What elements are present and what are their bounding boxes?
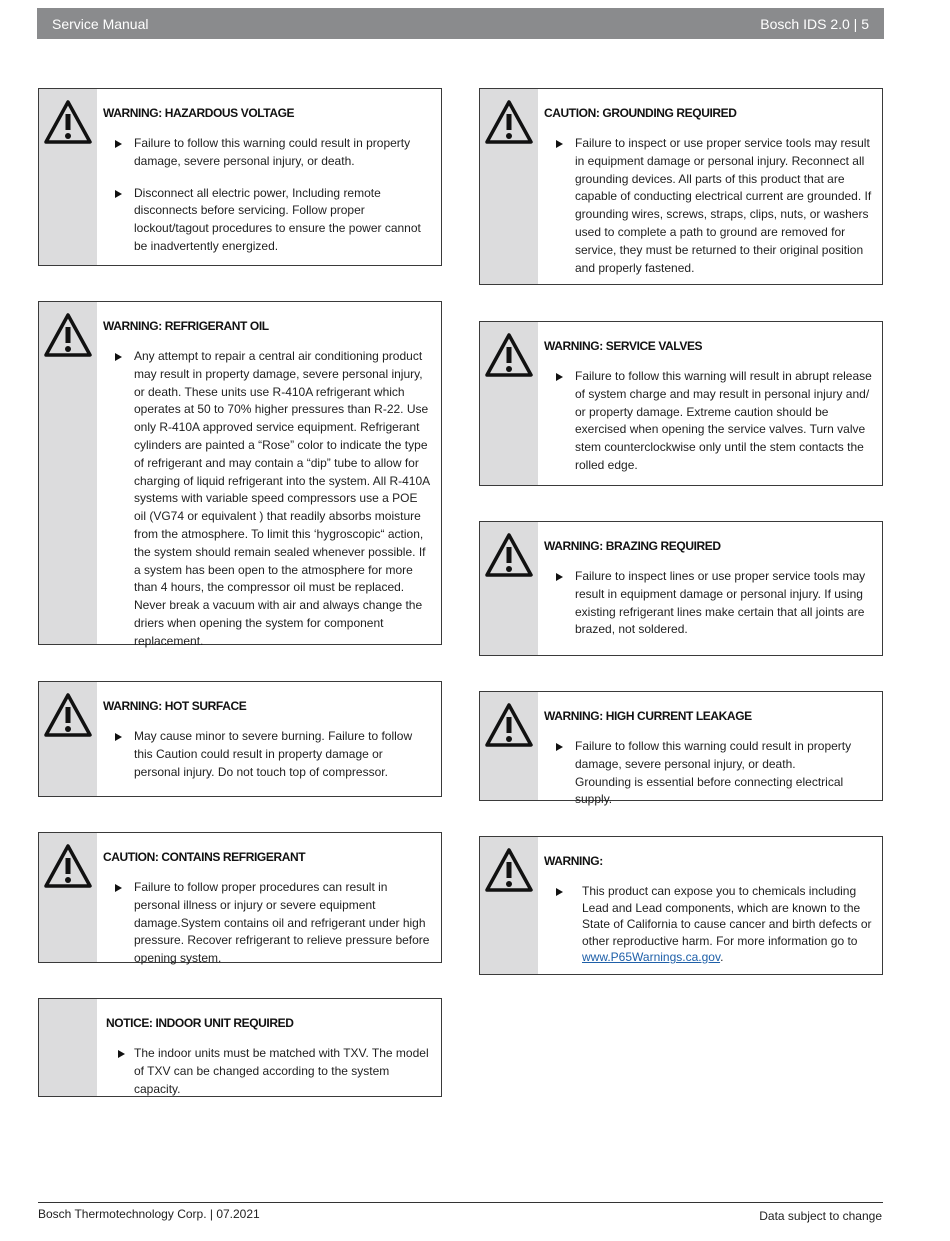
- box-title: NOTICE: INDOOR UNIT REQUIRED: [106, 1016, 294, 1030]
- footer-divider: [38, 1202, 883, 1203]
- warning-brazing-required: [479, 521, 883, 656]
- page-header: [37, 8, 884, 39]
- list-item: May cause minor to severe burning. Failure to follow this Caution could result in property damage or personal injury. Do not touch top of compressor.: [103, 728, 431, 781]
- warning-strip: [480, 89, 538, 284]
- list-item: Failure to follow this warning could result in property damage, severe personal injury, or death.: [103, 135, 431, 171]
- box-title: WARNING: HIGH CURRENT LEAKAGE: [544, 709, 752, 723]
- notice-strip: [39, 999, 97, 1096]
- warning-triangle-icon: [484, 532, 534, 578]
- warning-strip: [480, 692, 538, 800]
- warning-triangle-icon: [484, 332, 534, 378]
- warning-triangle-icon: [43, 843, 93, 889]
- prop65-text: This product can expose you to chemicals including Lead and Lead components, which are known to the State of California to cause cancer and birth defects or other reproductive harm. For more information go to: [582, 884, 872, 948]
- header-page-number: Bosch IDS 2.0 | 5: [760, 15, 869, 32]
- warning-triangle-icon: [43, 99, 93, 145]
- list-item-line: Grounding is essential before connecting electrical supply.: [575, 774, 844, 807]
- list-item-line: Failure to follow this warning could result in property damage, severe personal injury, or death.: [575, 739, 852, 771]
- warning-high-current-leakage: [479, 691, 883, 807]
- warning-hot-surface: [38, 681, 442, 797]
- footer-company: Bosch Thermotechnology Corp. | 07.2021: [38, 1207, 260, 1221]
- warning-triangle-icon: [43, 312, 93, 358]
- warning-triangle-icon: [484, 99, 534, 145]
- notice-indoor-unit-required: [38, 998, 442, 1097]
- p65warnings-link[interactable]: www.P65Warnings.ca.gov: [582, 950, 721, 964]
- warning-triangle-icon: [484, 702, 534, 748]
- prop65-period: .: [720, 950, 724, 964]
- warning-triangle-icon: [484, 847, 534, 893]
- box-title: WARNING: BRAZING REQUIRED: [544, 539, 721, 553]
- warning-strip: [480, 837, 538, 974]
- list-item: The indoor units must be matched with TXV. The model of TXV can be changed according to the system capacity.: [106, 1045, 431, 1098]
- list-item: Failure to follow proper procedures can result in personal illness or injury or severe equipment damage.System contains oil and refrigerant under high pressure. Recover refrigerant to relieve pressure before opening system.: [103, 879, 431, 968]
- warning-strip: [480, 522, 538, 655]
- list-item: Failure to follow this warning will result in abrupt release of system charge and may result in personal injury and/ or property damage. Extreme caution should be exercised when opening the service valves. Turn valve stem counterclockwise only until the stem contacts the rolled edge.: [544, 368, 872, 475]
- footer-disclaimer: Data subject to change: [759, 1209, 882, 1223]
- list-item: Disconnect all electric power, Including remote disconnects before servicing. Follow proper lockout/tagout procedures to ensure the power cannot be inadvertently energized.: [103, 185, 431, 256]
- warning-strip: [39, 89, 97, 265]
- list-item: [544, 883, 872, 966]
- header-left-title: Service Manual: [52, 15, 149, 32]
- box-title: WARNING: HOT SURFACE: [103, 699, 247, 713]
- box-title: WARNING: REFRIGERANT OIL: [103, 319, 269, 333]
- box-title: WARNING: SERVICE VALVES: [544, 339, 703, 353]
- box-title: CAUTION: CONTAINS REFRIGERANT: [103, 850, 306, 864]
- warning-hazardous-voltage: [38, 88, 442, 266]
- warning-strip: [39, 833, 97, 962]
- list-item: [544, 738, 872, 809]
- caution-contains-refrigerant: [38, 832, 442, 966]
- list-item: Any attempt to repair a central air conditioning product may result in property damage, severe personal injury, or death. These units use R-410A refrigerant which operates at 50 to 70% higher pressures than R-22. Use only R-410A approved service equipment. Refrigerant cylinders are painted a “Rose” color to indicate the type of refrigerant and may contain a “dip” tube to allow for charging of liquid refrigerant into the system. All R-410A systems with variable speed compressors use a POE oil (VG74 or equivalent ) that readily absorbs moisture from the atmosphere. To limit this ‘hygroscopic“ action, the system should remain sealed whenever possible. If a system has been open to the atmosphere for more than 4 hours, the compressor oil must be replaced. Never break a vacuum with air and always change the driers when opening the system for component replacement.: [103, 348, 431, 651]
- warning-refrigerant-oil: [38, 301, 442, 648]
- box-title: WARNING:: [544, 854, 603, 868]
- warning-strip: [480, 322, 538, 485]
- warning-strip: [39, 302, 97, 644]
- list-item: Failure to inspect lines or use proper service tools may result in equipment damage or personal injury. If using existing refrigerant lines make certain that all joints are brazed, not soldered.: [544, 568, 872, 639]
- caution-grounding-required: [479, 88, 883, 285]
- box-title: WARNING: HAZARDOUS VOLTAGE: [103, 106, 295, 120]
- warning-triangle-icon: [43, 692, 93, 738]
- warning-strip: [39, 682, 97, 796]
- list-item: Failure to inspect or use proper service tools may result in equipment damage or personal injury. Reconnect all grounding devices. All parts of this product that are capable of conducting electrical current are grounded. If grounding wires, screws, straps, clips, nuts, or washers used to complete a path to ground are removed for service, they must be returned to their original position and properly fastened.: [544, 135, 872, 277]
- warning-prop65: [479, 836, 883, 975]
- box-title: CAUTION: GROUNDING REQUIRED: [544, 106, 737, 120]
- warning-service-valves: [479, 321, 883, 486]
